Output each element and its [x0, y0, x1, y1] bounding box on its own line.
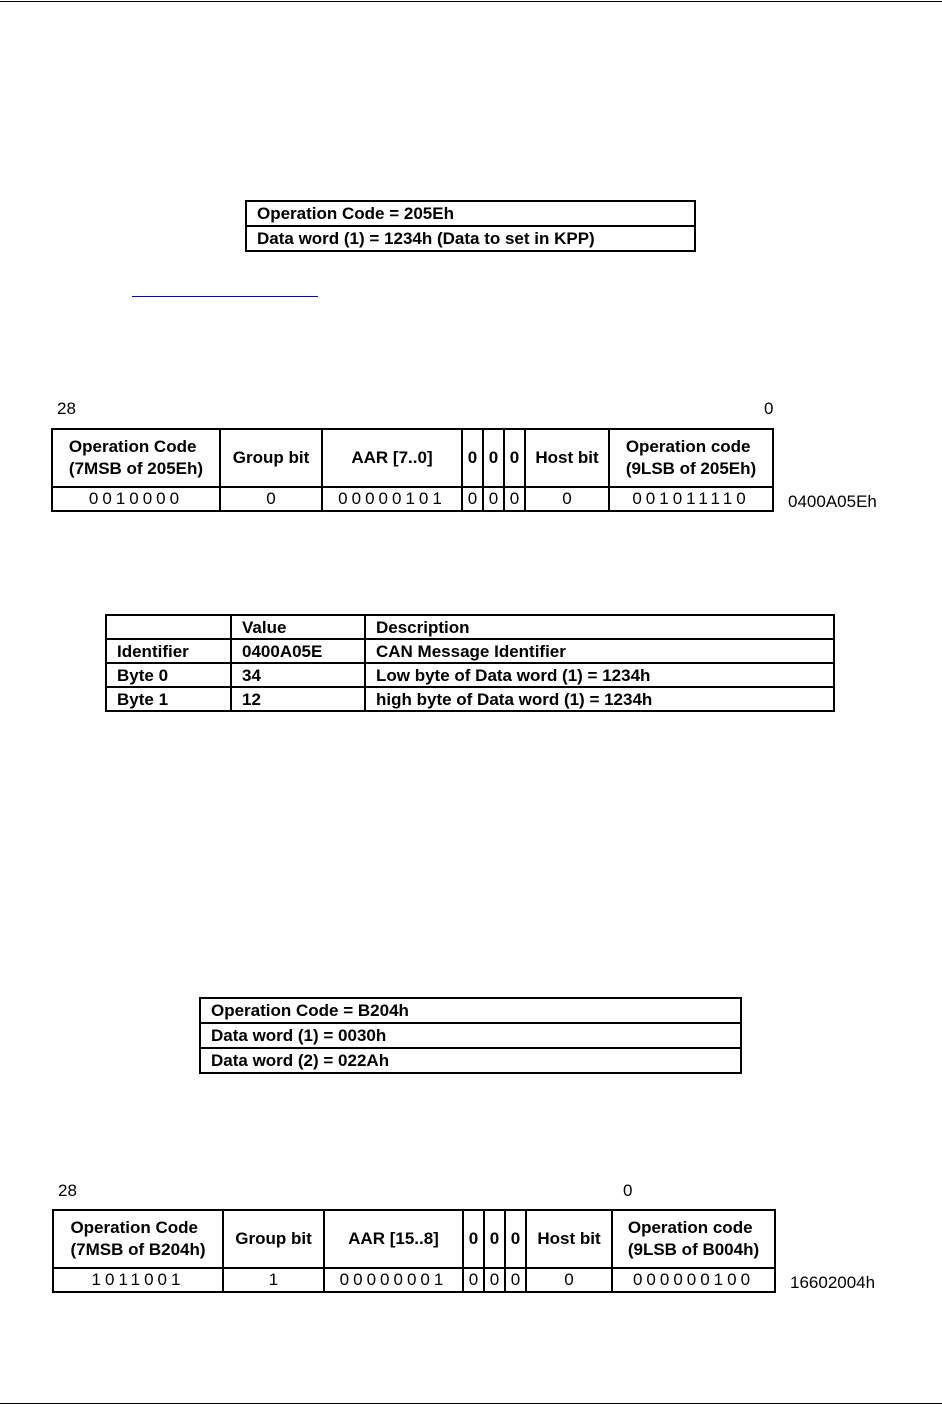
- bit-index-high: 28: [57, 399, 76, 418]
- field-value-zero: 0: [483, 487, 504, 511]
- can-table-row: [106, 639, 834, 663]
- field-header-zero: 0: [463, 1210, 484, 1268]
- can-cell-description: CAN Message Identifier: [365, 639, 834, 663]
- opcode-box-row: [246, 226, 695, 251]
- field-value-zero: 0: [462, 487, 483, 511]
- field-header-zero: 0: [483, 429, 504, 487]
- field-value-opcode-msb: 1011001: [53, 1268, 223, 1292]
- bit-field-value-row: [52, 487, 773, 511]
- opcode-line: Operation Code = 205Eh: [246, 201, 695, 226]
- opcode-box-1: [245, 200, 696, 252]
- identifier-result: 0400A05Eh: [788, 492, 877, 511]
- opcode-box-row: [246, 201, 695, 226]
- bit-index-low: 0: [764, 399, 774, 418]
- bit-field-value-row: [53, 1268, 775, 1292]
- field-header-text: Operation Code (7MSB of 205Eh): [68, 437, 204, 478]
- bottom-rule: [0, 1403, 942, 1404]
- identifier-bit-table-2: [52, 1209, 776, 1293]
- field-header-host-bit: Host bit: [526, 1210, 612, 1268]
- opcode-box-row: [200, 1048, 741, 1073]
- data-word-line: Data word (1) = 0030h: [200, 1023, 741, 1048]
- can-message-table: [105, 614, 835, 712]
- can-header-blank: [106, 615, 231, 639]
- field-header-opcode-lsb: [612, 1210, 775, 1268]
- field-header-opcode-lsb: [609, 429, 773, 487]
- identifier-bit-table-1: [51, 428, 774, 512]
- hyperlink-underline[interactable]: [132, 296, 318, 297]
- field-header-zero: 0: [484, 1210, 505, 1268]
- opcode-line: Operation Code = B204h: [200, 998, 741, 1023]
- field-value-group-bit: 1: [223, 1268, 324, 1292]
- can-header-description: Description: [365, 615, 834, 639]
- field-header-host-bit: Host bit: [525, 429, 609, 487]
- can-cell-value: 12: [231, 687, 365, 711]
- field-header-opcode-msb: [53, 1210, 223, 1268]
- opcode-box-row: [200, 998, 741, 1023]
- field-value-zero: 0: [504, 487, 525, 511]
- field-header-group-bit: Group bit: [220, 429, 322, 487]
- field-value-aar: 00000001: [324, 1268, 463, 1292]
- opcode-box-2: [199, 997, 742, 1074]
- can-cell-description: high byte of Data word (1) = 1234h: [365, 687, 834, 711]
- can-cell-value: 34: [231, 663, 365, 687]
- can-table-row: [106, 687, 834, 711]
- field-value-zero: 0: [505, 1268, 526, 1292]
- field-header-aar: AAR [7..0]: [322, 429, 462, 487]
- field-header-zero: 0: [504, 429, 525, 487]
- data-word-line: Data word (2) = 022Ah: [200, 1048, 741, 1073]
- bit-index-low: 0: [623, 1181, 633, 1200]
- field-value-zero: 0: [463, 1268, 484, 1292]
- field-value-opcode-lsb: 000000100: [612, 1268, 775, 1292]
- field-header-text: Operation code (9LSB of B004h): [627, 1218, 760, 1259]
- can-cell-description: Low byte of Data word (1) = 1234h: [365, 663, 834, 687]
- can-table-row: [106, 663, 834, 687]
- identifier-result: 16602004h: [790, 1273, 876, 1292]
- data-word-line: Data word (1) = 1234h (Data to set in KPP): [246, 226, 695, 251]
- bit-field-header-row: [52, 429, 773, 487]
- field-header-zero: 0: [505, 1210, 526, 1268]
- field-value-host-bit: 0: [526, 1268, 612, 1292]
- field-header-text: Operation code (9LSB of 205Eh): [625, 437, 757, 478]
- field-header-zero: 0: [462, 429, 483, 487]
- field-value-zero: 0: [484, 1268, 505, 1292]
- field-value-opcode-lsb: 001011110: [609, 487, 773, 511]
- bit-field-header-row: [53, 1210, 775, 1268]
- field-value-host-bit: 0: [525, 487, 609, 511]
- field-value-opcode-msb: 0010000: [52, 487, 220, 511]
- can-table-header-row: [106, 615, 834, 639]
- bit-index-high: 28: [58, 1181, 77, 1200]
- field-header-text: Operation Code (7MSB of B204h): [70, 1218, 206, 1259]
- opcode-box-row: [200, 1023, 741, 1048]
- field-value-aar: 00000101: [322, 487, 462, 511]
- top-rule: [0, 1, 942, 2]
- can-cell-value: 0400A05E: [231, 639, 365, 663]
- field-header-aar: AAR [15..8]: [324, 1210, 463, 1268]
- field-value-group-bit: 0: [220, 487, 322, 511]
- can-cell-name: Identifier: [106, 639, 231, 663]
- field-header-opcode-msb: [52, 429, 220, 487]
- can-cell-name: Byte 1: [106, 687, 231, 711]
- can-header-value: Value: [231, 615, 365, 639]
- field-header-group-bit: Group bit: [223, 1210, 324, 1268]
- can-cell-name: Byte 0: [106, 663, 231, 687]
